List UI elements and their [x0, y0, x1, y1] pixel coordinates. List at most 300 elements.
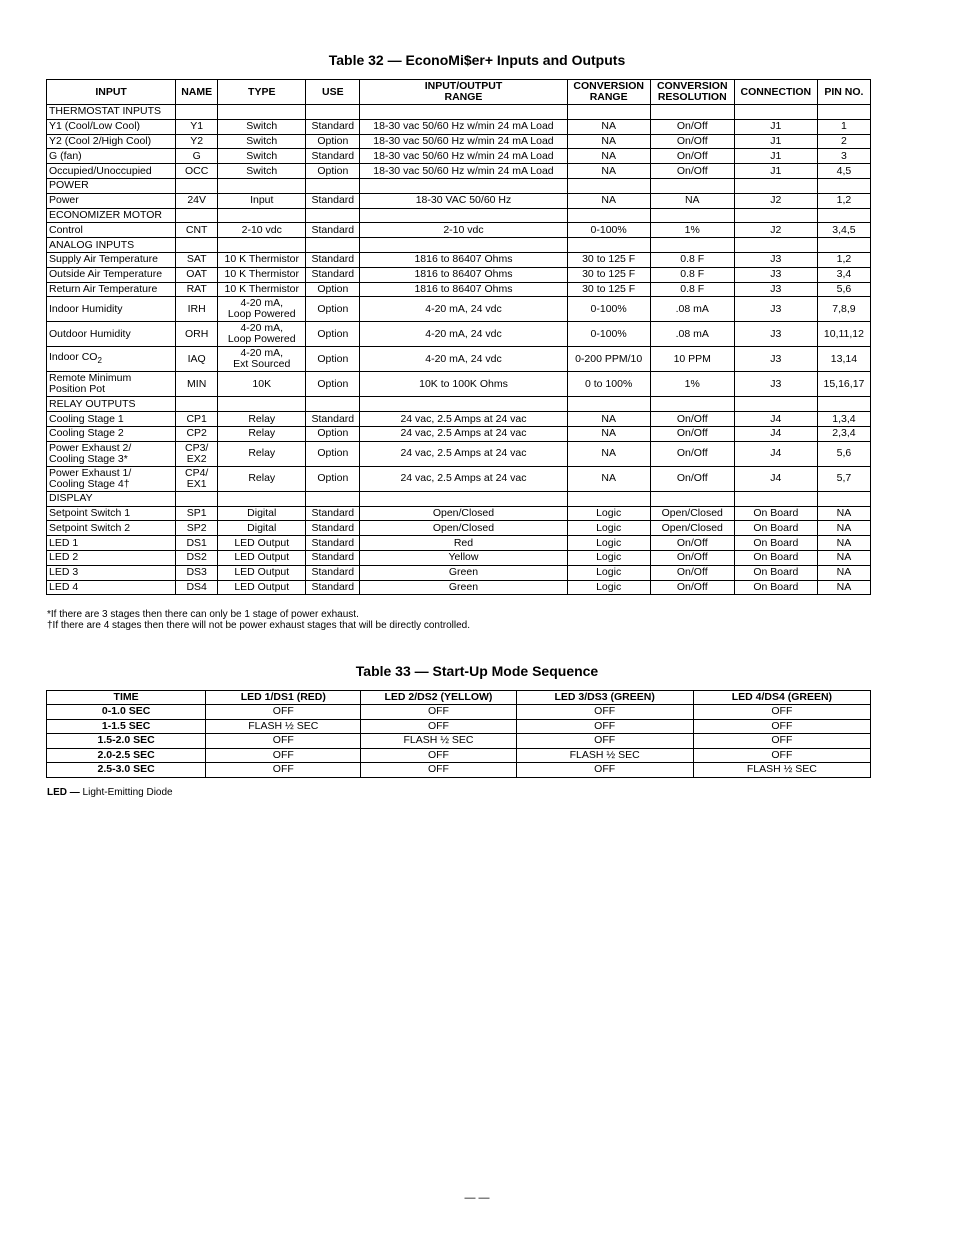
column-header: LED 1/DS1 (RED) [206, 691, 361, 705]
table-cell: On/Off [650, 565, 734, 580]
startup-sequence-table [46, 690, 871, 778]
table-cell: Switch [218, 119, 306, 134]
table-cell: 24 vac, 2.5 Amps at 24 vac [360, 441, 567, 466]
table-cell: On/Off [650, 441, 734, 466]
led-state-cell: OFF [516, 719, 693, 734]
table-cell: 30 to 125 F [567, 252, 650, 267]
footnote-power-exhaust: *If there are 3 stages then there can only be 1 stage of power exhaust. [47, 609, 359, 620]
table-cell: 0-100% [567, 297, 650, 322]
table-cell: NA [817, 536, 870, 551]
table-cell: 4-20 mA, 24 vdc [360, 322, 567, 347]
led-state-cell: OFF [361, 705, 516, 720]
empty-cell [176, 105, 218, 120]
legend-term: LED — [47, 787, 80, 798]
table-cell: Relay [218, 412, 306, 427]
table-cell: NA [817, 506, 870, 521]
empty-cell [567, 491, 650, 506]
table-cell: Input [218, 193, 306, 208]
table-cell: Digital [218, 506, 306, 521]
time-cell: 1-1.5 SEC [47, 719, 206, 734]
table-cell: Standard [306, 267, 360, 282]
table-cell: 1% [650, 223, 734, 238]
table-cell: Option [306, 441, 360, 466]
table-row [47, 734, 871, 749]
table-cell: Yellow [360, 550, 567, 565]
table-cell: Standard [306, 580, 360, 595]
input-cell: Setpoint Switch 2 [47, 521, 176, 536]
table-cell: 0-100% [567, 322, 650, 347]
table-row [47, 550, 871, 565]
led-state-cell: OFF [693, 705, 870, 720]
table-cell: CP2 [176, 426, 218, 441]
table-row [47, 372, 871, 397]
table-row [47, 297, 871, 322]
input-cell: G (fan) [47, 149, 176, 164]
input-cell: Power [47, 193, 176, 208]
table-cell: Open/Closed [650, 506, 734, 521]
table-cell: 3,4 [817, 267, 870, 282]
led-state-cell: OFF [516, 705, 693, 720]
empty-cell [734, 178, 817, 193]
table-cell: DS1 [176, 536, 218, 551]
table-cell: DS2 [176, 550, 218, 565]
empty-cell [218, 238, 306, 253]
table-cell: 1816 to 86407 Ohms [360, 252, 567, 267]
table-cell: Standard [306, 252, 360, 267]
input-cell: LED 2 [47, 550, 176, 565]
empty-cell [306, 178, 360, 193]
table-cell: SAT [176, 252, 218, 267]
table-cell: J1 [734, 149, 817, 164]
table-cell: Standard [306, 119, 360, 134]
table-cell: 4-20 mA, 24 vdc [360, 297, 567, 322]
table-cell: 10 PPM [650, 347, 734, 372]
table-cell: On Board [734, 521, 817, 536]
table-cell: 0.8 F [650, 282, 734, 297]
table-row [47, 119, 871, 134]
table-cell: Logic [567, 550, 650, 565]
table-row [47, 223, 871, 238]
table-cell: NA [817, 565, 870, 580]
table-cell: On/Off [650, 426, 734, 441]
led-state-cell: FLASH ½ SEC [206, 719, 361, 734]
column-header: CONVERSION RANGE [567, 80, 650, 105]
table-cell: 2-10 vdc [218, 223, 306, 238]
table-cell: 24 vac, 2.5 Amps at 24 vac [360, 466, 567, 491]
table-cell: 10 K Thermistor [218, 267, 306, 282]
empty-cell [817, 238, 870, 253]
table-cell: 0.8 F [650, 252, 734, 267]
empty-cell [176, 208, 218, 223]
table-cell: 18-30 VAC 50/60 Hz [360, 193, 567, 208]
table-cell: Option [306, 134, 360, 149]
table-row [47, 466, 871, 491]
empty-cell [650, 491, 734, 506]
table-cell: Standard [306, 149, 360, 164]
empty-cell [360, 491, 567, 506]
empty-cell [734, 397, 817, 412]
input-cell: Supply Air Temperature [47, 252, 176, 267]
table-cell: 10K to 100K Ohms [360, 372, 567, 397]
table-cell: Switch [218, 149, 306, 164]
table-cell: On/Off [650, 466, 734, 491]
led-state-cell: OFF [206, 734, 361, 749]
led-state-cell: OFF [693, 719, 870, 734]
empty-cell [218, 178, 306, 193]
table-cell: 10 K Thermistor [218, 252, 306, 267]
table-cell: On/Off [650, 164, 734, 179]
table-cell: DS3 [176, 565, 218, 580]
table-cell: Standard [306, 412, 360, 427]
table-cell: 18-30 vac 50/60 Hz w/min 24 mA Load [360, 164, 567, 179]
table-cell: 18-30 vac 50/60 Hz w/min 24 mA Load [360, 134, 567, 149]
empty-cell [360, 397, 567, 412]
table-row [47, 763, 871, 778]
table-cell: ORH [176, 322, 218, 347]
input-cell: Remote Minimum Position Pot [47, 372, 176, 397]
table-cell: 2,3,4 [817, 426, 870, 441]
table-cell: NA [650, 193, 734, 208]
table-row [47, 441, 871, 466]
table-cell: Logic [567, 565, 650, 580]
led-state-cell: OFF [361, 763, 516, 778]
column-header: PIN NO. [817, 80, 870, 105]
section-row [47, 397, 871, 412]
table-row [47, 322, 871, 347]
table-cell: OAT [176, 267, 218, 282]
table-cell: J3 [734, 252, 817, 267]
led-state-cell: OFF [693, 734, 870, 749]
table-cell: Option [306, 466, 360, 491]
table-cell: 13,14 [817, 347, 870, 372]
empty-cell [817, 105, 870, 120]
table-cell: NA [567, 119, 650, 134]
table-cell: 2 [817, 134, 870, 149]
table-cell: Open/Closed [650, 521, 734, 536]
column-header: LED 3/DS3 (GREEN) [516, 691, 693, 705]
empty-cell [306, 208, 360, 223]
table-row [47, 536, 871, 551]
table-cell: Switch [218, 134, 306, 149]
table-cell: J2 [734, 223, 817, 238]
table-row [47, 412, 871, 427]
table-cell: Green [360, 580, 567, 595]
table-cell: Standard [306, 193, 360, 208]
table-cell: DS4 [176, 580, 218, 595]
table-cell: Relay [218, 426, 306, 441]
section-label: ECONOMIZER MOTOR [47, 208, 176, 223]
table-row [47, 565, 871, 580]
table-cell: 10K [218, 372, 306, 397]
table-cell: J4 [734, 412, 817, 427]
table-cell: Y1 [176, 119, 218, 134]
table-row [47, 193, 871, 208]
led-state-cell: FLASH ½ SEC [516, 748, 693, 763]
empty-cell [734, 491, 817, 506]
table-cell: LED Output [218, 550, 306, 565]
table-cell: .08 mA [650, 322, 734, 347]
table-row [47, 521, 871, 536]
table-cell: SP1 [176, 506, 218, 521]
table-cell: Logic [567, 521, 650, 536]
table-row [47, 506, 871, 521]
table-cell: NA [817, 550, 870, 565]
input-cell: LED 4 [47, 580, 176, 595]
input-cell: Indoor $CO_2$ [47, 347, 176, 372]
column-header: CONNECTION [734, 80, 817, 105]
table-cell: On Board [734, 550, 817, 565]
table-cell: 0-200 PPM/10 [567, 347, 650, 372]
input-cell: Y2 (Cool 2/High Cool) [47, 134, 176, 149]
table-cell: NA [567, 412, 650, 427]
input-cell: Cooling Stage 1 [47, 412, 176, 427]
table-cell: CP4/ EX1 [176, 466, 218, 491]
table-cell: J1 [734, 134, 817, 149]
input-cell: Outside Air Temperature [47, 267, 176, 282]
table-cell: 5,7 [817, 466, 870, 491]
empty-cell [306, 105, 360, 120]
column-header: NAME [176, 80, 218, 105]
table-cell: On/Off [650, 119, 734, 134]
table-cell: Switch [218, 164, 306, 179]
empty-cell [650, 178, 734, 193]
table-cell: Standard [306, 521, 360, 536]
table-cell: NA [567, 134, 650, 149]
input-cell: LED 1 [47, 536, 176, 551]
table-cell: 24 vac, 2.5 Amps at 24 vac [360, 412, 567, 427]
section-row [47, 238, 871, 253]
table-cell: 4-20 mA, Loop Powered [218, 322, 306, 347]
table-cell: Logic [567, 580, 650, 595]
table-cell: On/Off [650, 536, 734, 551]
table-cell: Relay [218, 466, 306, 491]
table-cell: 1,2 [817, 252, 870, 267]
table-cell: NA [567, 149, 650, 164]
input-cell: Control [47, 223, 176, 238]
table-cell: 1,2 [817, 193, 870, 208]
led-state-cell: OFF [516, 734, 693, 749]
table-cell: Logic [567, 506, 650, 521]
table-cell: OCC [176, 164, 218, 179]
column-header: USE [306, 80, 360, 105]
table-cell: .08 mA [650, 297, 734, 322]
table-cell: 7,8,9 [817, 297, 870, 322]
input-cell: Power Exhaust 1/ Cooling Stage 4† [47, 466, 176, 491]
table-cell: On/Off [650, 550, 734, 565]
led-state-cell: OFF [206, 705, 361, 720]
table-cell: 4-20 mA, 24 vdc [360, 347, 567, 372]
table-row [47, 705, 871, 720]
table-row [47, 134, 871, 149]
table-cell: 5,6 [817, 282, 870, 297]
table-cell: IAQ [176, 347, 218, 372]
empty-cell [360, 105, 567, 120]
table-cell: Standard [306, 536, 360, 551]
empty-cell [176, 397, 218, 412]
table-cell: Y2 [176, 134, 218, 149]
section-row [47, 208, 871, 223]
time-cell: 2.5-3.0 SEC [47, 763, 206, 778]
time-cell: 0-1.0 SEC [47, 705, 206, 720]
table-cell: J3 [734, 347, 817, 372]
table-cell: On Board [734, 565, 817, 580]
table-cell: IRH [176, 297, 218, 322]
table-cell: Standard [306, 223, 360, 238]
input-cell: Return Air Temperature [47, 282, 176, 297]
table-cell: 4-20 mA, Loop Powered [218, 297, 306, 322]
table-cell: Logic [567, 536, 650, 551]
time-cell: 2.0-2.5 SEC [47, 748, 206, 763]
table-cell: NA [817, 521, 870, 536]
table-33-title: Table 33 — Start-Up Mode Sequence [355, 663, 599, 679]
section-label: RELAY OUTPUTS [47, 397, 176, 412]
table-row [47, 164, 871, 179]
led-state-cell: OFF [361, 719, 516, 734]
table-cell: 5,6 [817, 441, 870, 466]
table-cell: J4 [734, 426, 817, 441]
led-state-cell: OFF [361, 748, 516, 763]
input-cell: Occupied/Unoccupied [47, 164, 176, 179]
table-cell: 3 [817, 149, 870, 164]
table-cell: J3 [734, 322, 817, 347]
table-cell: 1,3,4 [817, 412, 870, 427]
table-cell: J3 [734, 372, 817, 397]
empty-cell [360, 208, 567, 223]
led-state-cell: OFF [206, 763, 361, 778]
table-cell: NA [567, 466, 650, 491]
table-cell: Red [360, 536, 567, 551]
section-row [47, 105, 871, 120]
table-cell: 1% [650, 372, 734, 397]
column-header: INPUT [47, 80, 176, 105]
table-cell: Open/Closed [360, 506, 567, 521]
empty-cell [176, 238, 218, 253]
empty-cell [306, 238, 360, 253]
table-cell: Standard [306, 506, 360, 521]
table-cell: 30 to 125 F [567, 282, 650, 297]
table-cell: Digital [218, 521, 306, 536]
table-cell: G [176, 149, 218, 164]
table-cell: Option [306, 322, 360, 347]
table-cell: On Board [734, 536, 817, 551]
table-cell: 24V [176, 193, 218, 208]
column-header: INPUT/OUTPUT RANGE [360, 80, 567, 105]
legend-text: Light-Emitting Diode [79, 787, 173, 798]
empty-cell [650, 238, 734, 253]
table-cell: MIN [176, 372, 218, 397]
table-row [47, 719, 871, 734]
page-number: — — [464, 1192, 490, 1204]
table-cell: 24 vac, 2.5 Amps at 24 vac [360, 426, 567, 441]
table-cell: J3 [734, 297, 817, 322]
section-label: POWER [47, 178, 176, 193]
table-cell: 10 K Thermistor [218, 282, 306, 297]
table-cell: 1816 to 86407 Ohms [360, 267, 567, 282]
table-cell: 18-30 vac 50/60 Hz w/min 24 mA Load [360, 149, 567, 164]
table-cell: Option [306, 164, 360, 179]
time-cell: 1.5-2.0 SEC [47, 734, 206, 749]
table-cell: 10,11,12 [817, 322, 870, 347]
empty-cell [734, 238, 817, 253]
table-row [47, 426, 871, 441]
table-cell: NA [817, 580, 870, 595]
input-cell: Power Exhaust 2/ Cooling Stage 3* [47, 441, 176, 466]
table-cell: LED Output [218, 536, 306, 551]
table-cell: On/Off [650, 580, 734, 595]
table-row [47, 282, 871, 297]
table-cell: NA [567, 164, 650, 179]
empty-cell [567, 105, 650, 120]
input-cell: Outdoor Humidity [47, 322, 176, 347]
led-legend [47, 787, 173, 798]
table-cell: J4 [734, 466, 817, 491]
table-cell: 1816 to 86407 Ohms [360, 282, 567, 297]
table-cell: LED Output [218, 580, 306, 595]
subscript: 2 [97, 356, 102, 366]
table-cell: On/Off [650, 149, 734, 164]
column-header: TIME [47, 691, 206, 705]
table-row [47, 149, 871, 164]
inputs-outputs-table [46, 79, 871, 595]
input-cell: LED 3 [47, 565, 176, 580]
empty-cell [817, 208, 870, 223]
empty-cell [734, 208, 817, 223]
empty-cell [817, 491, 870, 506]
table-cell: LED Output [218, 565, 306, 580]
input-cell: Setpoint Switch 1 [47, 506, 176, 521]
table-cell: Option [306, 282, 360, 297]
table-row [47, 580, 871, 595]
table-32-title: Table 32 — EconoMi$er+ Inputs and Outputs [328, 52, 626, 68]
empty-cell [817, 178, 870, 193]
empty-cell [360, 178, 567, 193]
table-cell: CNT [176, 223, 218, 238]
table-cell: 30 to 125 F [567, 267, 650, 282]
table-cell: J1 [734, 119, 817, 134]
table-cell: NA [567, 426, 650, 441]
empty-cell [306, 397, 360, 412]
empty-cell [567, 397, 650, 412]
table-cell: 4-20 mA, Ext Sourced [218, 347, 306, 372]
table-cell: Option [306, 347, 360, 372]
table-cell: Option [306, 426, 360, 441]
empty-cell [218, 491, 306, 506]
section-label: DISPLAY [47, 491, 176, 506]
section-row [47, 491, 871, 506]
empty-cell [567, 178, 650, 193]
table-cell: 0.8 F [650, 267, 734, 282]
table-cell: CP1 [176, 412, 218, 427]
table-cell: 18-30 vac 50/60 Hz w/min 24 mA Load [360, 119, 567, 134]
table-cell: 4,5 [817, 164, 870, 179]
empty-cell [176, 178, 218, 193]
empty-cell [650, 105, 734, 120]
table-cell: 15,16,17 [817, 372, 870, 397]
table-row [47, 347, 871, 372]
table-cell: J2 [734, 193, 817, 208]
table-cell: 0-100% [567, 223, 650, 238]
table-header-row [47, 80, 871, 105]
section-label: ANALOG INPUTS [47, 238, 176, 253]
table-cell: 2-10 vdc [360, 223, 567, 238]
table-cell: NA [567, 193, 650, 208]
table-cell: 1 [817, 119, 870, 134]
table-cell: J1 [734, 164, 817, 179]
empty-cell [360, 238, 567, 253]
led-state-cell: FLASH ½ SEC [693, 763, 870, 778]
table-cell: Green [360, 565, 567, 580]
input-cell: Y1 (Cool/Low Cool) [47, 119, 176, 134]
